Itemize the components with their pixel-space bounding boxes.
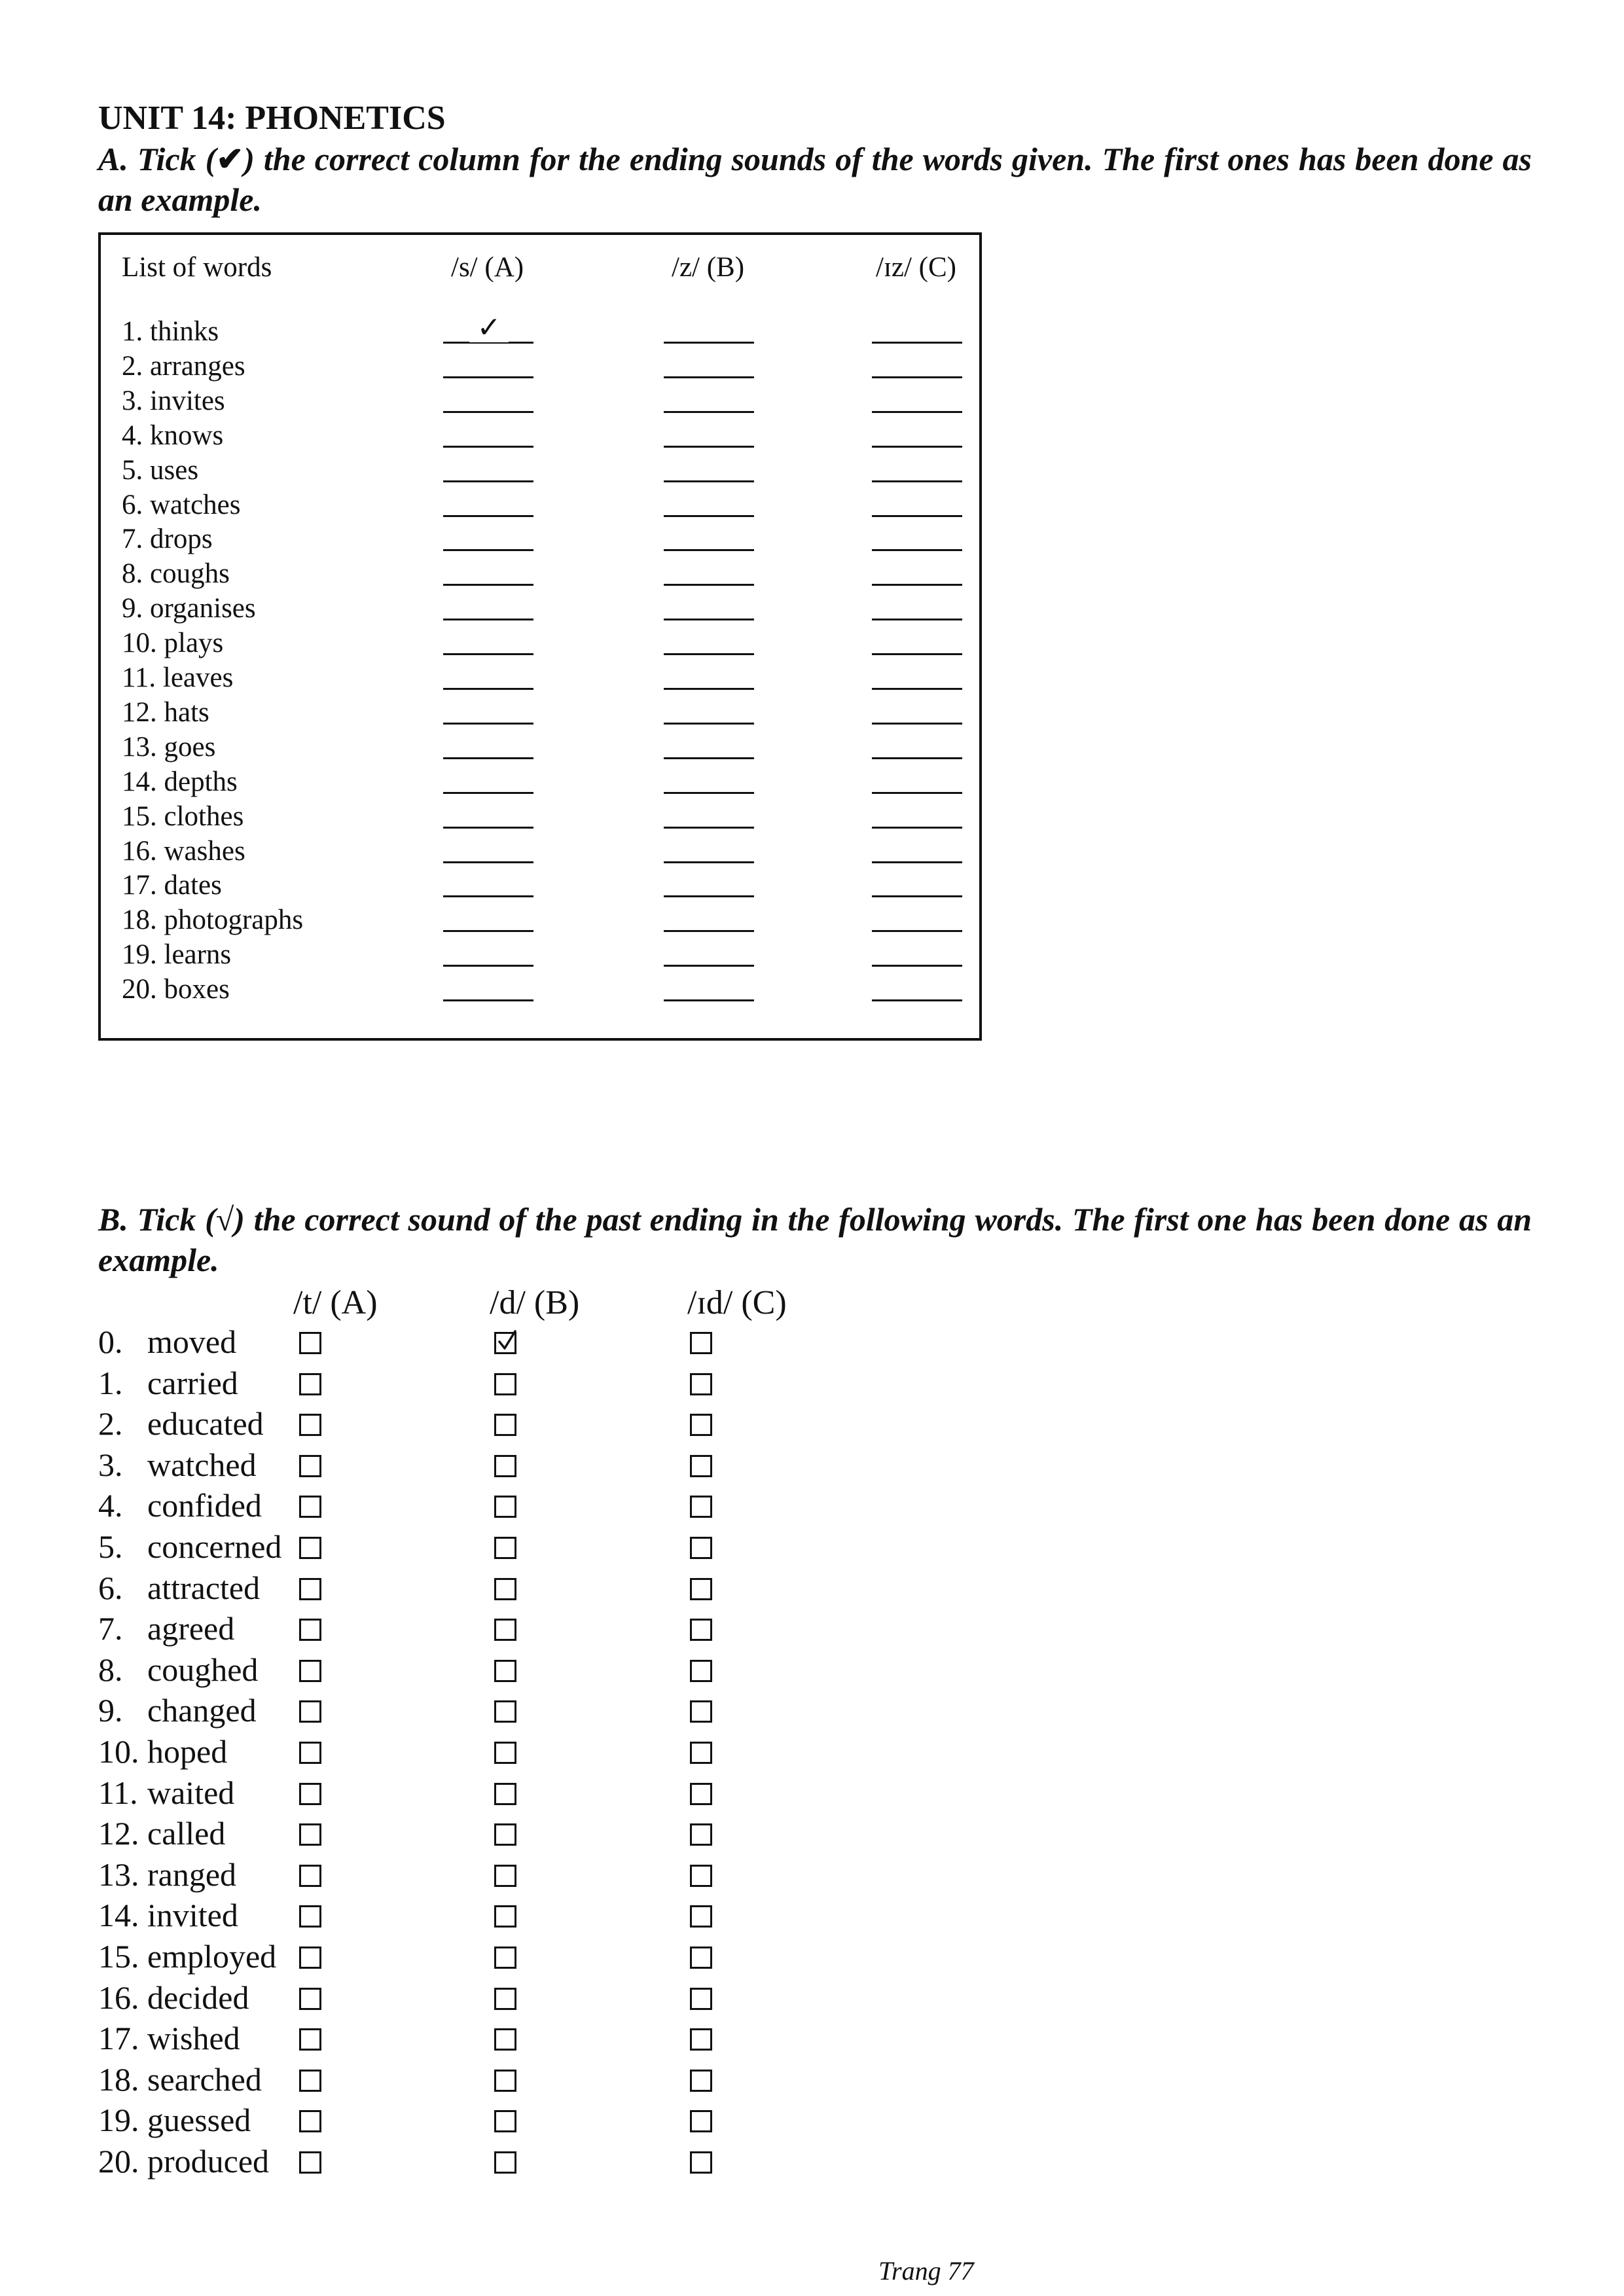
answer-blank-a[interactable] [443, 480, 533, 482]
answer-blank-b[interactable] [664, 480, 754, 482]
item-number: 2. [98, 1405, 123, 1443]
word-row [101, 488, 979, 522]
answer-blank-c[interactable] [872, 827, 962, 829]
verb-row [98, 1854, 884, 1895]
word-label: 10. plays [122, 628, 224, 659]
checkbox-c[interactable] [690, 1414, 712, 1436]
answer-blank-a[interactable] [443, 827, 533, 829]
answer-blank-b[interactable] [664, 376, 754, 378]
tick-mark-icon: ✔ [216, 141, 244, 177]
verb-label: attracted [147, 1569, 261, 1606]
word-row [101, 800, 979, 834]
answer-blank-c[interactable] [872, 723, 962, 725]
answer-blank-a[interactable] [443, 549, 533, 551]
checkbox-a[interactable] [299, 1537, 321, 1559]
answer-blank-c[interactable] [872, 584, 962, 586]
answer-blank-b[interactable] [664, 999, 754, 1001]
checkbox-b[interactable] [494, 2070, 516, 2092]
answer-blank-a[interactable] [443, 930, 533, 932]
checkbox-a[interactable] [299, 1742, 321, 1764]
verb-label: wished [147, 2020, 240, 2057]
item-number: 3. [98, 1446, 123, 1483]
checkbox-b[interactable] [494, 1905, 516, 1928]
checkbox-b[interactable] [494, 1988, 516, 2010]
word-label: 3. invites [122, 385, 225, 416]
verb-label: ranged [147, 1856, 237, 1893]
word-row [101, 869, 979, 903]
answer-blank-a[interactable] [443, 653, 533, 655]
verb-label: guessed [147, 2102, 251, 2139]
item-number: 10. [98, 1733, 139, 1770]
verb-label: carried [147, 1364, 238, 1401]
checkbox-c[interactable] [690, 2151, 712, 2174]
checkbox-b[interactable] [494, 1332, 516, 1354]
answer-blank-c[interactable] [872, 376, 962, 378]
word-label: 18. photographs [122, 905, 304, 936]
word-label: 13. goes [122, 731, 216, 762]
item-number: 14. [98, 1897, 139, 1934]
header-col-b: /z/ (B) [672, 252, 745, 283]
section-b-instruction [98, 1199, 1532, 1280]
verb-row [98, 1568, 884, 1608]
answer-blank-c[interactable] [872, 965, 962, 967]
answer-blank-c[interactable] [872, 549, 962, 551]
answer-blank-c[interactable] [872, 619, 962, 620]
checkbox-c[interactable] [690, 1865, 712, 1887]
verb-row [98, 2141, 884, 2181]
checkbox-a[interactable] [299, 1946, 321, 1969]
answer-blank-c[interactable] [872, 480, 962, 482]
answer-blank-b[interactable] [664, 653, 754, 655]
answer-blank-a[interactable] [443, 861, 533, 863]
word-label: 5. uses [122, 454, 199, 486]
checkbox-c[interactable] [690, 1988, 712, 2010]
answer-blank-c[interactable] [872, 342, 962, 344]
answer-blank-b[interactable] [664, 827, 754, 829]
answer-blank-b[interactable] [664, 965, 754, 967]
checkbox-c[interactable] [690, 1946, 712, 1969]
checkbox-a[interactable] [299, 2151, 321, 2174]
checkbox-b[interactable] [494, 1414, 516, 1436]
checkbox-a[interactable] [299, 1865, 321, 1887]
checkbox-c[interactable] [690, 1619, 712, 1641]
item-number: 1. [98, 1364, 123, 1401]
verb-label: waited [147, 1774, 235, 1811]
verb-label: watched [147, 1446, 257, 1483]
answer-blank-c[interactable] [872, 446, 962, 448]
checkbox-c[interactable] [690, 2070, 712, 2092]
item-number: 8. [98, 1651, 123, 1688]
instruction-b-start: B. Tick ( [98, 1201, 216, 1238]
verb-label: concerned [147, 1528, 282, 1565]
checkbox-b[interactable] [494, 2151, 516, 2174]
checkbox-c[interactable] [690, 1578, 712, 1600]
checkbox-a[interactable] [299, 1332, 321, 1354]
item-number: 7. [98, 1610, 123, 1647]
checkbox-a[interactable] [299, 1988, 321, 2010]
checkbox-c[interactable] [690, 1905, 712, 1928]
checkbox-a[interactable] [299, 1660, 321, 1682]
answer-blank-b[interactable] [664, 861, 754, 863]
word-row [101, 938, 979, 972]
answer-blank-b[interactable] [664, 446, 754, 448]
word-row [101, 454, 979, 488]
answer-blank-a[interactable] [443, 619, 533, 620]
verb-row [98, 1403, 884, 1444]
checkbox-a[interactable] [299, 2028, 321, 2051]
word-row [101, 661, 979, 695]
word-row [101, 903, 979, 937]
item-number: 11. [98, 1774, 138, 1811]
verb-label: hoped [147, 1733, 228, 1770]
answer-blank-a[interactable] [443, 965, 533, 967]
verb-row [98, 1363, 884, 1403]
instruction-a-start: A. Tick ( [98, 141, 217, 177]
checkbox-b[interactable] [494, 1578, 516, 1600]
verb-label: confided [147, 1487, 262, 1524]
checkbox-a[interactable] [299, 1373, 321, 1395]
word-label: 16. washes [122, 835, 245, 867]
item-number: 19. [98, 2102, 139, 2139]
answer-blank-a[interactable] [443, 792, 533, 794]
verb-row [98, 1977, 884, 2018]
verb-row [98, 1649, 884, 1690]
verb-label: produced [147, 2143, 270, 2179]
answer-blank-a[interactable] [443, 376, 533, 378]
answer-blank-c[interactable] [872, 895, 962, 897]
checkbox-b[interactable] [494, 1783, 516, 1805]
answer-blank-b[interactable] [664, 342, 754, 344]
answer-blank-c[interactable] [872, 757, 962, 759]
verb-row [98, 1321, 884, 1362]
word-label: 9. organises [122, 593, 256, 624]
checkbox-b[interactable] [494, 1619, 516, 1641]
answer-blank-b[interactable] [664, 792, 754, 794]
word-row [101, 557, 979, 591]
answer-blank-c[interactable] [872, 930, 962, 932]
word-label: 20. boxes [122, 974, 230, 1005]
checkbox-c[interactable] [690, 1742, 712, 1764]
checkbox-c[interactable] [690, 2110, 712, 2132]
checkbox-a[interactable] [299, 1414, 321, 1436]
verb-row [98, 2100, 884, 2140]
item-number: 17. [98, 2020, 139, 2057]
answer-blank-a[interactable] [443, 584, 533, 586]
checkbox-a[interactable] [299, 1496, 321, 1518]
word-row [101, 350, 979, 384]
header-col-a: /s/ (A) [451, 252, 524, 283]
word-label: 19. learns [122, 939, 232, 971]
answer-blank-b[interactable] [664, 411, 754, 413]
check-icon [496, 1330, 518, 1354]
verb-label: decided [147, 1979, 249, 2016]
b-header-col-b: /d/ (B) [490, 1284, 580, 1321]
answer-blank-a[interactable] [443, 515, 533, 517]
verb-row [98, 1772, 884, 1813]
verb-label: coughed [147, 1651, 259, 1688]
word-label: 7. drops [122, 524, 213, 555]
word-label: 15. clothes [122, 800, 244, 832]
checkbox-b[interactable] [494, 1537, 516, 1559]
checkbox-a[interactable] [299, 1783, 321, 1805]
check-icon: ✓ [469, 314, 509, 342]
answer-blank-b[interactable] [664, 723, 754, 725]
verb-row [98, 1526, 884, 1567]
item-number: 15. [98, 1938, 139, 1975]
word-row [101, 730, 979, 764]
verb-row [98, 2059, 884, 2100]
item-number: 4. [98, 1487, 123, 1524]
word-label: 6. watches [122, 489, 241, 520]
item-number: 6. [98, 1569, 123, 1606]
checkbox-b[interactable] [494, 1865, 516, 1887]
answer-blank-a[interactable] [443, 723, 533, 725]
item-number: 16. [98, 1979, 139, 2016]
answer-blank-a[interactable] [443, 688, 533, 690]
checkbox-c[interactable] [690, 1332, 712, 1354]
word-row [101, 696, 979, 730]
checkbox-a[interactable] [299, 1823, 321, 1846]
verb-label: changed [147, 1692, 257, 1729]
verb-row [98, 1731, 884, 1772]
answer-blank-b[interactable] [664, 757, 754, 759]
header-col-c: /ɪz/ (C) [876, 252, 956, 283]
verb-row [98, 1895, 884, 1935]
answer-blank-b[interactable] [664, 515, 754, 517]
verb-label: agreed [147, 1610, 235, 1647]
verb-row [98, 1608, 884, 1649]
word-label: 8. coughs [122, 558, 230, 590]
checkbox-c[interactable] [690, 1700, 712, 1723]
checkbox-a[interactable] [299, 1455, 321, 1477]
checkbox-a[interactable] [299, 1700, 321, 1723]
page-title: UNIT 14: PHONETICS [98, 99, 446, 137]
word-label: 1. thinks [122, 316, 219, 347]
answer-blank-b[interactable] [664, 549, 754, 551]
answer-blank-b[interactable] [664, 688, 754, 690]
item-number: 18. [98, 2060, 139, 2098]
answer-blank-a[interactable] [443, 411, 533, 413]
answer-blank-b[interactable] [664, 619, 754, 620]
checkbox-a[interactable] [299, 1905, 321, 1928]
item-number: 0. [98, 1323, 123, 1360]
answer-blank-c[interactable] [872, 411, 962, 413]
word-row [101, 522, 979, 556]
word-row [101, 765, 979, 799]
word-label: 12. hats [122, 696, 209, 728]
checkbox-b[interactable] [494, 2110, 516, 2132]
word-row [101, 626, 979, 660]
checkbox-b[interactable] [494, 2028, 516, 2051]
header-list-of-words: List of words [122, 252, 272, 283]
answer-blank-c[interactable] [872, 688, 962, 690]
answer-blank-c[interactable] [872, 653, 962, 655]
answer-blank-c[interactable] [872, 792, 962, 794]
section-a-instruction [98, 139, 1532, 220]
checkbox-b[interactable] [494, 1823, 516, 1846]
word-row [101, 834, 979, 869]
verb-label: moved [147, 1323, 237, 1360]
checkbox-a[interactable] [299, 2110, 321, 2132]
instruction-b-end: ) the correct sound of the past ending in the following words. The first one has been done as an example. [98, 1201, 1532, 1278]
checkbox-a[interactable] [299, 1578, 321, 1600]
checkbox-c[interactable] [690, 1823, 712, 1846]
checkbox-c[interactable] [690, 1660, 712, 1682]
checkbox-a[interactable] [299, 1619, 321, 1641]
item-number: 9. [98, 1692, 123, 1729]
verb-row [98, 2018, 884, 2058]
checkbox-c[interactable] [690, 1783, 712, 1805]
verb-label: invited [147, 1897, 238, 1934]
checkbox-b[interactable] [494, 1700, 516, 1723]
b-header-col-c: /ɪd/ (C) [687, 1284, 787, 1321]
checkbox-c[interactable] [690, 1537, 712, 1559]
word-row [101, 384, 979, 418]
answer-blank-a[interactable] [443, 757, 533, 759]
verb-label: called [147, 1815, 226, 1852]
tick-mark-icon: √ [215, 1201, 234, 1238]
word-label: 2. arranges [122, 350, 245, 382]
item-number: 5. [98, 1528, 123, 1565]
checkbox-b[interactable] [494, 1742, 516, 1764]
word-row [101, 973, 979, 1007]
word-label: 14. depths [122, 766, 238, 797]
answer-blank-a[interactable] [443, 999, 533, 1001]
section-a-table [98, 232, 982, 1041]
word-label: 17. dates [122, 870, 222, 901]
verb-label: educated [147, 1405, 264, 1443]
word-row [101, 592, 979, 626]
checkbox-c[interactable] [690, 1496, 712, 1518]
answer-blank-b[interactable] [664, 584, 754, 586]
answer-blank-b[interactable] [664, 930, 754, 932]
verb-row [98, 1444, 884, 1485]
item-number: 20. [98, 2143, 139, 2179]
verb-label: employed [147, 1938, 277, 1975]
verb-label: searched [147, 2060, 262, 2098]
word-label: 4. knows [122, 420, 224, 451]
item-number: 13. [98, 1856, 139, 1893]
word-row [101, 419, 979, 453]
answer-blank-b[interactable] [664, 895, 754, 897]
answer-blank-c[interactable] [872, 515, 962, 517]
page-footer: Trang 77 [878, 2256, 974, 2286]
checkbox-b[interactable] [494, 1660, 516, 1682]
item-number: 12. [98, 1815, 139, 1852]
verb-row [98, 1936, 884, 1977]
answer-blank-c[interactable] [872, 999, 962, 1001]
word-label: 11. leaves [122, 662, 234, 693]
checkbox-b[interactable] [494, 1455, 516, 1477]
answer-blank-a[interactable] [443, 895, 533, 897]
verb-row [98, 1813, 884, 1854]
b-header-col-a: /t/ (A) [293, 1284, 378, 1321]
answer-blank-a[interactable] [443, 446, 533, 448]
checkbox-c[interactable] [690, 2028, 712, 2051]
checkbox-c[interactable] [690, 1373, 712, 1395]
word-row [101, 311, 979, 349]
instruction-a-end: ) the correct column for the ending sounds of the words given. The first ones has been done as an example. [98, 141, 1532, 218]
checkbox-c[interactable] [690, 1455, 712, 1477]
checkbox-b[interactable] [494, 1373, 516, 1395]
checkbox-b[interactable] [494, 1496, 516, 1518]
answer-blank-c[interactable] [872, 861, 962, 863]
checkbox-a[interactable] [299, 2070, 321, 2092]
verb-row [98, 1690, 884, 1731]
checkbox-b[interactable] [494, 1946, 516, 1969]
verb-row [98, 1485, 884, 1526]
